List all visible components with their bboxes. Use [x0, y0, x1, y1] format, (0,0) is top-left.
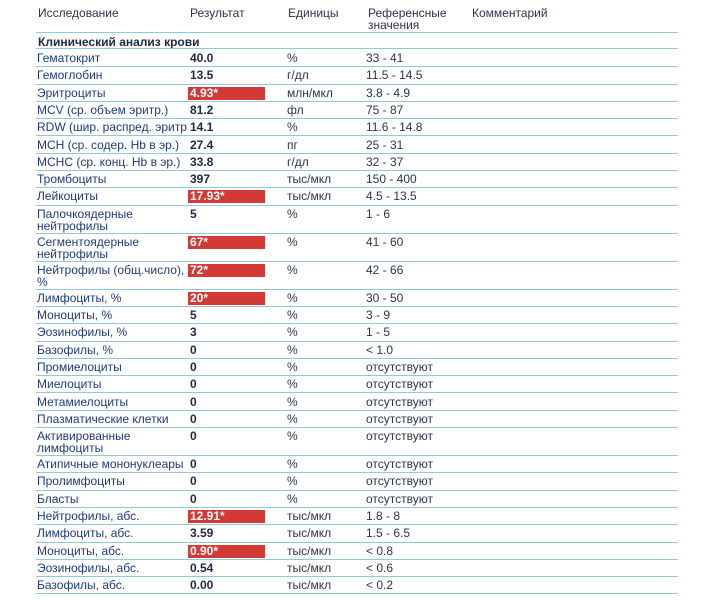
reference-range: отсутствуют [366, 474, 433, 489]
table-row [36, 170, 678, 188]
table-row [36, 101, 678, 119]
reference-range: 1 - 6 [366, 206, 391, 221]
header-reference: Референсные значения [368, 6, 447, 32]
unit: млн/мкл [287, 85, 333, 100]
test-name: Эритроциты [37, 85, 106, 100]
table-row [36, 136, 678, 154]
unit: % [287, 262, 298, 277]
table-row [36, 375, 678, 393]
unit: г/дл [287, 154, 309, 169]
reference-range: 41 - 60 [366, 234, 404, 249]
test-name: Эозинофилы, абс. [37, 560, 140, 575]
unit: % [287, 308, 298, 322]
test-name: Гематокрит [37, 51, 101, 65]
reference-range: отсутствуют [366, 394, 433, 409]
result-value: 81.2 [190, 102, 214, 117]
table-row [36, 205, 678, 234]
reference-range: 1.8 - 8 [366, 509, 401, 523]
test-name: Нейтрофилы (общ.число), % [37, 262, 185, 289]
test-name: Миелоциты [37, 377, 102, 392]
test-name: Лейкоциты [37, 189, 99, 204]
unit: % [287, 474, 298, 489]
unit: тыс/мкл [287, 560, 332, 575]
result-value: 27.4 [190, 137, 214, 152]
reference-range: < 0.2 [366, 578, 394, 593]
table-row [36, 153, 678, 171]
result-value-flagged: 67* [188, 236, 265, 249]
result-value-flagged: 72* [188, 264, 265, 277]
result-value: 0 [190, 491, 197, 506]
table-row [36, 455, 678, 473]
result-value: 5 [190, 308, 197, 322]
test-name: MCH (ср. содер. Hb в эр.) [37, 137, 180, 152]
header-divider [36, 32, 678, 33]
test-name: Метамиелоциты [37, 394, 129, 409]
unit: % [287, 411, 298, 426]
unit: % [287, 457, 298, 472]
test-name: Эозинофилы, % [37, 325, 128, 340]
test-name: Палочкоядерные нейтрофилы [37, 206, 133, 233]
table-row [36, 576, 678, 594]
table-row [36, 341, 678, 359]
reference-range: 11.6 - 14.8 [366, 120, 423, 135]
unit: тыс/мкл [287, 189, 332, 204]
test-name: Моноциты, абс. [37, 543, 125, 558]
result-value: 0 [190, 394, 197, 409]
reference-range: отсутствуют [366, 411, 433, 426]
unit: тыс/мкл [287, 509, 332, 523]
result-value: 0.54 [190, 560, 214, 575]
table-row [36, 49, 678, 67]
reference-range: < 0.8 [366, 543, 394, 558]
result-value-flagged: 17.93* [188, 190, 265, 203]
result-value: 0 [190, 359, 197, 374]
unit: % [287, 359, 298, 374]
unit: % [287, 206, 298, 221]
table-row [36, 289, 678, 307]
test-name: RDW (шир. распред. эритр [37, 120, 187, 135]
table-row [36, 524, 678, 542]
table-row [36, 66, 678, 84]
unit: % [287, 120, 298, 135]
test-name: Атипичные мононуклеары [37, 457, 184, 472]
unit: пг [287, 137, 298, 152]
unit: фл [287, 102, 304, 117]
result-value-flagged: 12.91* [188, 510, 265, 523]
table-row [36, 559, 678, 577]
table-row [36, 542, 678, 560]
test-name: Базофилы, % [37, 342, 113, 357]
reference-range: отсутствуют [366, 491, 433, 506]
result-value: 33.8 [190, 154, 214, 169]
unit: тыс/мкл [287, 543, 332, 558]
unit: тыс/мкл [287, 578, 332, 593]
test-name: MCHC (ср. конц. Hb в эр.) [37, 154, 181, 169]
result-value: 0 [190, 411, 197, 426]
test-name: Бласты [37, 491, 79, 506]
table-row [36, 490, 678, 508]
unit: % [287, 290, 298, 305]
result-value: 0 [190, 474, 197, 489]
unit: % [287, 342, 298, 357]
unit: тыс/мкл [287, 526, 332, 541]
reference-range: 1 - 5 [366, 325, 391, 340]
test-name: Тромбоциты [37, 172, 107, 187]
reference-range: отсутствуют [366, 429, 433, 444]
unit: % [287, 394, 298, 409]
test-name: Сегментоядерные нейтрофилы [37, 234, 140, 261]
test-name: MCV (ср. объем эритр.) [37, 102, 169, 117]
test-name: Пролимфоциты [37, 474, 125, 489]
header-result: Результат [190, 6, 245, 20]
result-value: 14.1 [190, 120, 214, 135]
test-name: Плазматические клетки [37, 411, 169, 426]
result-value: 0 [190, 377, 197, 392]
reference-range: 42 - 66 [366, 262, 404, 277]
unit: % [287, 377, 298, 392]
table-row [36, 306, 678, 324]
table-row [36, 233, 678, 262]
reference-range: 3 - 9 [366, 308, 391, 322]
unit: % [287, 325, 298, 340]
result-value-flagged: 0.90* [188, 545, 265, 558]
result-value: 5 [190, 206, 197, 221]
reference-range: 4.5 - 13.5 [366, 189, 417, 204]
reference-range: 30 - 50 [366, 290, 404, 305]
test-name: Моноциты, % [37, 308, 113, 322]
result-value: 3 [190, 325, 197, 340]
table-row [36, 393, 678, 411]
test-name: Базофилы, абс. [37, 578, 126, 593]
result-value-flagged: 4.93* [188, 87, 265, 100]
result-value: 13.5 [190, 68, 214, 83]
reference-range: 32 - 37 [366, 154, 404, 169]
reference-range: 25 - 31 [366, 137, 404, 152]
result-value: 3.59 [190, 526, 214, 541]
reference-range: 33 - 41 [366, 51, 404, 65]
result-value: 40.0 [190, 51, 214, 65]
reference-range: 11.5 - 14.5 [366, 68, 423, 83]
unit: % [287, 491, 298, 506]
unit: % [287, 429, 298, 444]
table-row [36, 507, 678, 525]
result-value: 397 [190, 172, 211, 187]
result-value: 0 [190, 429, 197, 444]
table-row [36, 358, 678, 376]
test-name: Гемоглобин [37, 68, 103, 83]
test-name: Промиелоциты [37, 359, 122, 374]
result-value-flagged: 20* [188, 292, 265, 305]
reference-range: отсутствуют [366, 457, 433, 472]
unit: % [287, 51, 298, 65]
result-value: 0.00 [190, 578, 214, 593]
table-row [36, 118, 678, 136]
unit: г/дл [287, 68, 309, 83]
table-row [36, 84, 678, 102]
reference-range: < 0.6 [366, 560, 394, 575]
reference-range: отсутствуют [366, 359, 433, 374]
table-row [36, 410, 678, 428]
reference-range: отсутствуют [366, 377, 433, 392]
reference-range: < 1.0 [366, 342, 394, 357]
test-name: Лимфоциты, % [37, 290, 122, 305]
section-title: Клинический анализ крови [38, 35, 200, 49]
unit: тыс/мкл [287, 172, 332, 187]
table-row [36, 427, 678, 456]
test-name: Нейтрофилы, абс. [37, 509, 140, 523]
table-row [36, 323, 678, 341]
unit: % [287, 234, 298, 249]
reference-range: 1.5 - 6.5 [366, 526, 411, 541]
table-row [36, 261, 678, 290]
table-row [36, 472, 678, 490]
reference-range: 3.8 - 4.9 [366, 85, 411, 100]
test-name: Активированные лимфоциты [37, 429, 131, 456]
header-units: Единицы [288, 6, 339, 20]
reference-range: 150 - 400 [366, 172, 417, 187]
header-test: Исследование [38, 6, 119, 20]
reference-range: 75 - 87 [366, 102, 404, 117]
result-value: 0 [190, 457, 197, 472]
test-name: Лимфоциты, абс. [37, 526, 134, 541]
result-value: 0 [190, 342, 197, 357]
table-row [36, 187, 678, 205]
header-comment: Комментарий [472, 6, 548, 20]
